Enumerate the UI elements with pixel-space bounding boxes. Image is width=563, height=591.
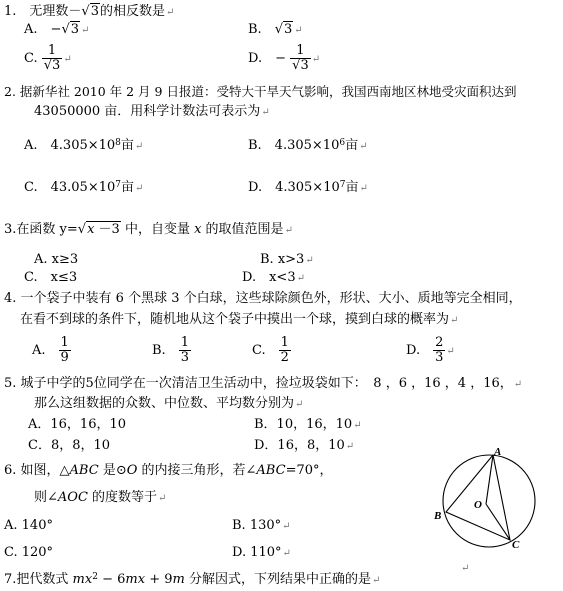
q6-option-a: A. 140° [4, 518, 53, 533]
circle-o [443, 455, 535, 547]
label-a: A [494, 446, 502, 458]
figure-return-mark: ↵ [461, 563, 470, 574]
label-b: B [434, 510, 442, 522]
q4-option-c: C. $\frac{1}{2}$ [252, 335, 289, 365]
q7-stem: 7.把代数式 $mx^2 - 6mx + 9m$ 分解因式，下列结果中正确的是↵ [4, 572, 381, 587]
q6-option-b: B. 130°↵ [232, 518, 291, 533]
q4-option-d: D. $\frac{2}{3}$ ↵ [406, 335, 455, 365]
q5-option-d: D．16，8，10↵ [254, 438, 355, 453]
q2-option-b: B. $4.305\times 10^6$亩↵ [248, 138, 368, 153]
q2-stem-line1: 2. 据新华社 2010 年 2 月 9 日报道：受特大干旱天气影响，我国西南地区林地受灾面积达到 [4, 84, 517, 99]
circle-triangle-figure [426, 446, 556, 556]
q3-option-a: A. x≥3 [34, 252, 79, 267]
q4-option-a: A. $\frac{1}{9}$ [32, 335, 69, 365]
q6-stem-line1: 6. 如图，△ABC 是⊙O 的内接三角形，若∠ABC=70°， [4, 463, 333, 478]
q2-option-a: A. $4.305\times 10^8$亩↵ [24, 138, 144, 153]
q3-option-d: D. x<3↵ [242, 270, 305, 285]
q5-option-c: C．8，8，10 [28, 438, 111, 453]
label-c: C [512, 539, 520, 551]
q6-stem-line2: 则∠AOC 的度数等于↵ [34, 490, 167, 505]
q5-option-a: A．16，16，10 [28, 417, 127, 432]
q3-option-c: C. x≤3 [24, 270, 78, 285]
label-o: O [474, 499, 482, 511]
q1-stem: 1. 无理数－√3的相反数是↵ [4, 4, 175, 19]
q1-option-b: B. √3 ↵ [248, 22, 303, 37]
q6-option-d: D. 110°↵ [232, 545, 291, 560]
q6-option-c: C. 120° [4, 545, 54, 560]
q2-stem-line2: 43050000 亩．用科学计数法可表示为↵ [34, 104, 270, 119]
q5-stem-line2: 那么这组数据的众数、中位数、平均数分别为↵ [34, 396, 304, 411]
q3-stem: 3.在函数 y=√x －3 中，自变量 x 的取值范围是↵ [4, 222, 293, 237]
q2-option-c: C. $43.05\times 10^7$亩↵ [24, 180, 144, 195]
triangle-abc [446, 455, 510, 540]
q4-stem-line2: 在看不到球的条件下，随机地从这个袋子中摸出一个球，摸到白球的概率为↵ [20, 312, 459, 327]
q1-option-a: A. −√3 ↵ [24, 22, 90, 37]
q1-option-d: D. − $\frac{1}{√3}$ ↵ [248, 43, 321, 73]
q4-option-b: B. $\frac{1}{3}$ [152, 335, 189, 365]
q3-option-b: B. x>3↵ [260, 252, 314, 267]
q1-option-c: C. $\frac{1}{√3}$ ↵ [24, 43, 72, 73]
q5-option-b: B．10，16，10↵ [254, 417, 362, 432]
q4-stem-line1: 4. 一个袋子中装有 6 个黑球 3 个白球，这些球除颜色外，形状、大小、质地等完全相同， [4, 291, 522, 306]
q5-stem-line1: 5. 城子中学的5位同学在一次清洁卫生活动中，捡垃圾袋如下： 8 ，6 ，16 ，4 ，16，↵ [4, 376, 523, 391]
q2-option-d: D. $4.305\times 10^7$亩↵ [248, 180, 368, 195]
